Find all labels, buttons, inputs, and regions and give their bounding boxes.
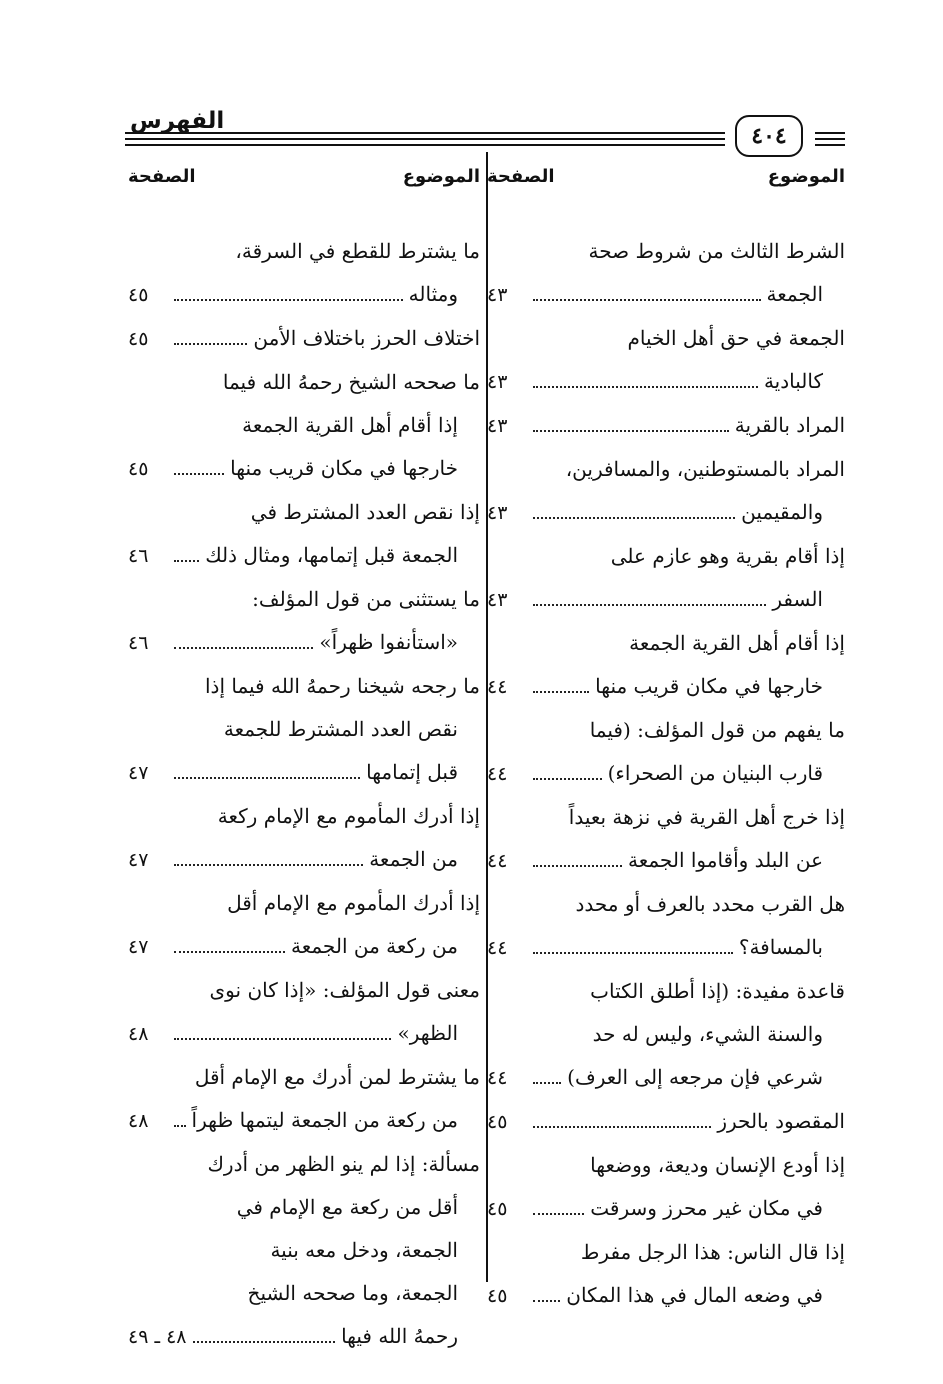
entry-page-number: ٤٨ ـ ٤٩ [128,1326,187,1348]
entry-line: إذا أدرك المأموم مع الإمام ركعة [217,804,480,828]
dot-leader [533,430,729,432]
dot-leader [533,299,761,301]
dot-leader [174,1038,391,1040]
entry-page-number: ٤٣ [487,502,508,524]
entry-line: من ركعة من الجمعة [291,934,458,958]
entry-line: إذا خرج أهل القرية في نزهة بعيداً [568,805,845,829]
dot-leader [533,1126,711,1128]
entry-line: عن البلد وأقاموا الجمعة [628,848,823,872]
entry-line: ومثاله [408,282,458,306]
index-entry [128,882,480,969]
dot-leader [533,952,733,954]
entry-last-line [487,273,845,317]
entry-last-line [487,752,845,796]
entry-line: إذا نقص العدد المشترط في [250,500,480,524]
entry-page-number: ٤٥ [487,1111,508,1133]
entry-page-number: ٤٦ [128,632,149,654]
header-rule [815,138,845,140]
entry-list [487,230,845,1318]
dot-leader [174,864,363,866]
dot-leader [174,647,313,649]
entry-line: إذا أقام بقرية وهو عازم على [610,544,845,568]
index-entry [487,970,845,1100]
entry-line: الجمعة، ودخل معه بنية [270,1238,458,1262]
index-entry [487,448,845,535]
entry-last-line [128,534,480,578]
entry-last-line [487,1100,845,1144]
index-entry [128,230,480,317]
entry-line: خارجها في مكان قريب منها [230,456,458,480]
entry-page-number: ٤٥ [128,284,149,306]
entry-line: ما رجحه شيخنا رحمهُ الله فيما إذا [204,674,480,698]
entry-line: اختلاف الحرز باختلاف الأمن [253,326,480,350]
topic-heading: الموضوع [402,166,480,187]
entry-line: إذا أقام أهل القرية الجمعة [629,631,845,655]
entry-page-number: ٤٤ [487,763,508,785]
page-heading: الصفحة [128,166,196,187]
dot-leader [533,1213,584,1215]
index-entry [128,1143,480,1359]
dot-leader [533,865,622,867]
entry-line: والسنة الشيء، وليس له حد [592,1022,823,1046]
dot-leader [174,343,247,345]
entry-line: نقص العدد المشترط للجمعة [223,717,458,741]
entry-line: في مكان غير محرز وسرقت [590,1196,823,1220]
entry-line: أقل من ركعة مع الإمام في [236,1195,458,1219]
dot-leader [174,951,285,953]
entry-last-line [128,1099,480,1143]
entry-page-number: ٤٧ [128,762,149,784]
dot-leader [533,386,758,388]
entry-page-number: ٤٣ [487,415,508,437]
entry-line: المراد بالقرية [734,413,845,437]
index-entry [487,535,845,622]
entry-line: والمقيمين [741,500,823,524]
entry-last-line [487,404,845,448]
entry-line: الظهر» [397,1021,458,1045]
index-entry [487,1231,845,1318]
entry-line: إذا قال الناس: هذا الرجل مفرط [580,1240,845,1264]
dot-leader [533,1082,561,1084]
entry-page-number: ٤٣ [487,589,508,611]
entry-line: هل القرب محدد بالعرف أو محدد [575,892,845,916]
header-rule [815,144,845,146]
entry-line: شرعي فإن مرجعه إلى العرف) [567,1065,823,1089]
header-rule [125,138,725,140]
entry-last-line [128,751,480,795]
entry-line: من الجمعة [369,847,458,871]
entry-line: إذا أودع الإنسان وديعة، ووضعها [590,1153,845,1177]
page-number: ٤٠٤ [735,115,803,157]
dot-leader [174,777,360,779]
entry-line: المراد بالمستوطنين، والمسافرين، [565,457,845,481]
index-entry [487,230,845,317]
index-entry [487,709,845,796]
page-header [125,100,845,160]
dot-leader [533,1300,560,1302]
index-entry [128,1056,480,1143]
index-entry [128,361,480,491]
entry-page-number: ٤٤ [487,676,508,698]
entry-line: بالمسافة؟ [738,935,823,959]
entry-last-line [128,317,480,361]
entry-page-number: ٤٦ [128,545,149,567]
index-entry [128,491,480,578]
entry-line: ما يشترط لمن أدرك مع الإمام أقل [194,1065,480,1089]
entry-last-line [487,1187,845,1231]
entry-line: الجمعة [766,282,823,306]
column-header [487,160,845,230]
entry-line: ما يشترط للقطع في السرقة، [235,239,480,263]
header-rule [815,132,845,134]
entry-line: الجمعة، وما صححه الشيخ [247,1281,458,1305]
entry-line: في وضعه المال في هذا المكان [566,1283,823,1307]
entry-line: رحمهُ الله فيها [341,1324,458,1348]
entry-line: كالبادية [763,369,823,393]
index-column-left [128,160,480,1359]
entry-line: قاعدة مفيدة: (إذا أطلق الكتاب [590,979,845,1003]
entry-line: من ركعة من الجمعة ليتمها ظهراً [191,1108,458,1132]
entry-last-line [487,491,845,535]
dot-leader [174,299,403,301]
entry-list [128,230,480,1359]
dot-leader [533,778,602,780]
entry-line: إذا أقام أهل القرية الجمعة [242,413,458,437]
page-heading: الصفحة [487,166,555,187]
entry-line: قبل إتمامها [366,760,458,784]
index-entry [487,883,845,970]
index-entry [487,404,845,448]
entry-line: ما يستثنى من قول المؤلف: [252,587,480,611]
entry-line: الشرط الثالث من شروط صحة [588,239,845,263]
entry-page-number: ٤٥ [128,328,149,350]
column-header [128,160,480,230]
entry-last-line [128,925,480,969]
entry-last-line [487,839,845,883]
entry-last-line [128,1315,480,1359]
entry-line: السفر [772,587,823,611]
entry-page-number: ٤٨ [128,1023,149,1045]
entry-page-number: ٤٥ [487,1198,508,1220]
entry-page-number: ٤٤ [487,937,508,959]
header-rule [125,132,725,134]
dot-leader [174,473,224,475]
entry-page-number: ٤٣ [487,284,508,306]
entry-last-line [487,578,845,622]
index-entry [128,578,480,665]
entry-page-number: ٤٤ [487,1067,508,1089]
entry-line: المقصود بالحرز [717,1109,845,1133]
entry-page-number: ٤٥ [487,1285,508,1307]
entry-last-line [128,447,480,491]
entry-line: الجمعة في حق أهل الخيام [627,326,845,350]
dot-leader [174,1125,186,1127]
entry-page-number: ٤٤ [487,850,508,872]
running-title: الفهرس [130,108,225,134]
dot-leader [533,604,766,606]
dot-leader [193,1341,336,1343]
index-entry [487,1144,845,1231]
entry-line: ما يفهم من قول المؤلف: (فيما [589,718,845,742]
index-entry [487,622,845,709]
entry-last-line [487,1274,845,1318]
entry-last-line [128,621,480,665]
entry-line: خارجها في مكان قريب منها [595,674,823,698]
index-column-right [487,160,845,1318]
entry-line: ما صححه الشيخ رحمهُ الله فيما [222,370,480,394]
index-entry [487,317,845,404]
index-entry [128,969,480,1056]
entry-last-line [128,838,480,882]
index-entry [487,1100,845,1144]
entry-last-line [487,665,845,709]
entry-page-number: ٤٨ [128,1110,149,1132]
entry-last-line [128,1012,480,1056]
entry-page-number: ٤٧ [128,849,149,871]
entry-line: إذا أدرك المأموم مع الإمام أقل [227,891,480,915]
entry-line: معنى قول المؤلف: «إذا كان نوى [209,978,480,1002]
index-entry [128,795,480,882]
dot-leader [533,517,735,519]
entry-last-line [487,1056,845,1100]
dot-leader [174,560,199,562]
entry-line: قارب البنيان من الصحراء) [607,761,823,785]
entry-line: «استأنفوا ظهراً» [319,630,458,654]
entry-last-line [128,273,480,317]
entry-line: الجمعة قبل إتمامها، ومثال ذلك [205,543,458,567]
index-entry [487,796,845,883]
index-entry [128,665,480,795]
entry-page-number: ٤٥ [128,458,149,480]
entry-page-number: ٤٣ [487,371,508,393]
header-rule [125,144,725,146]
entry-line: مسألة: إذا لم ينو الظهر من أدرك [207,1152,480,1176]
entry-last-line [487,360,845,404]
dot-leader [533,691,589,693]
entry-page-number: ٤٧ [128,936,149,958]
index-entry [128,317,480,361]
entry-last-line [487,926,845,970]
topic-heading: الموضوع [767,166,845,187]
